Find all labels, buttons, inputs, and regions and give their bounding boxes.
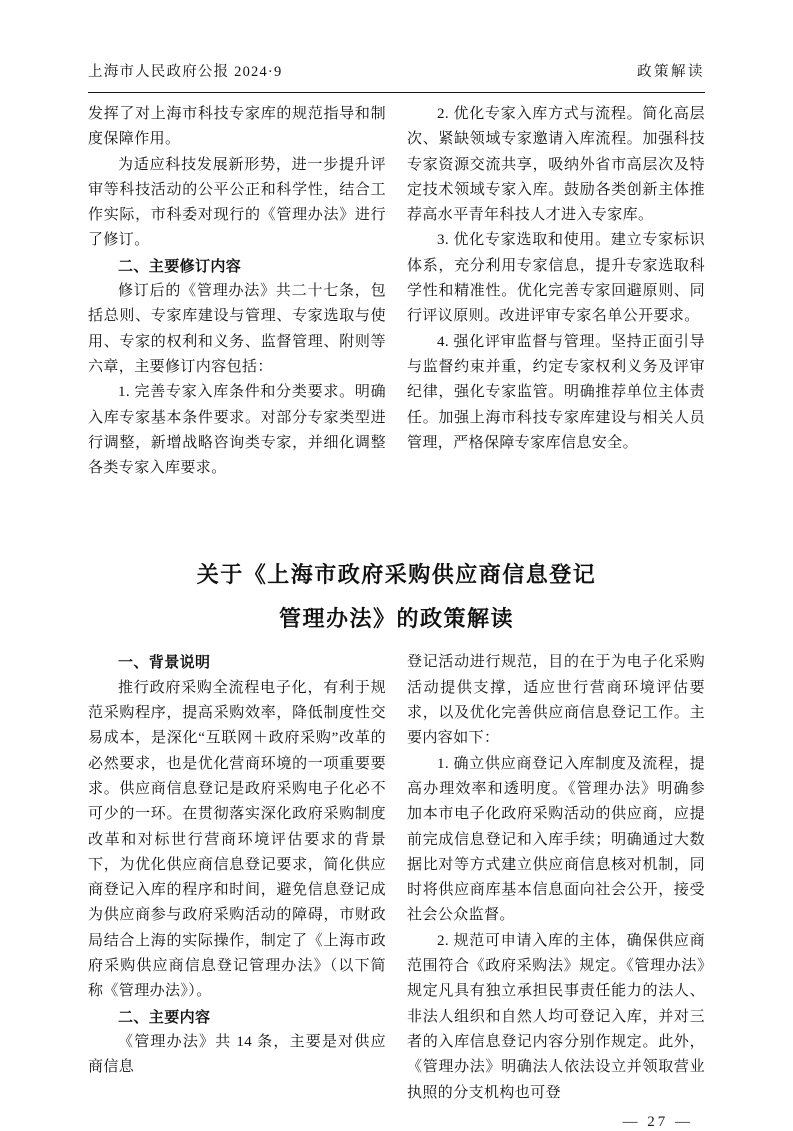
article-1-columns (88, 102, 705, 481)
paragraph: 1. 完善专家入库条件和分类要求。明确入库专家基本条件要求。对部分专家类型进行调整，新增战略咨询类专家，并细化调整各类专家入库要求。 (88, 384, 386, 477)
article-2-columns (88, 650, 705, 1105)
article-2-title-line-1: 关于《上海市政府采购供应商信息登记 (196, 562, 597, 588)
article-2-title-line-2: 管理办法》的政策解读 (278, 606, 514, 632)
article-2-right-column (407, 650, 705, 1105)
section-heading: 二、主要修订内容 (118, 257, 242, 275)
paragraph: 发挥了对上海市科技专家库的规范指导和制度保障作用。 (88, 106, 386, 148)
paragraph: 《管理办法》共 14 条，主要是对供应商信息 (88, 1033, 386, 1076)
paragraph: 1. 确立供应商登记入库制度及流程，提高办理效率和透明度。《管理办法》明确参加本市电子化政府采购活动的供应商，应提前完成信息登记和入库手续；明确通过大数据比对等方式建立供应商信息核对机制，同时将供应商库基本信息面向社会公开，接受社会公众监督。 (407, 755, 705, 924)
paragraph: 2. 规范可申请入库的主体，确保供应商范围符合《政府采购法》规定。《管理办法》规定凡具有独立承担民事责任能力的法人、非法人组织和自然人均可登记入库，并对三者的入库信息登记内容分别作规定。此外，《管理办法》明确法人依法设立并领取营业执照的分支机构也可登 (407, 932, 705, 1101)
paragraph: 4. 强化评审监督与管理。坚持正面引导与监督约束并重，约定专家权利义务及评审纪律，强化专家监管。明确推荐单位主体责任。加强上海市科技专家库建设与相关人员管理，严格保障专家库信息安全。 (407, 333, 705, 451)
paragraph: 为适应科技发展新形势，进一步提升评审等科技活动的公平公正和科学性，结合工作实际，市科委对现行的《管理办法》进行了修订。 (88, 156, 386, 249)
article-1-left-column (88, 102, 386, 481)
section-heading: 一、背景说明 (118, 654, 211, 672)
paragraph: 推行政府采购全流程电子化，有利于规范采购程序，提高采购效率，降低制度性交易成本，是深化“互联网＋政府采购”改革的必然要求，也是优化营商环境的一项重要要求。供应商信息登记是政府采购电子化必不可少的一环。在贯彻落实深化政府采购制度改革和对标世行营商环境评估要求的背景下，为优化供应商信息登记要求，简化供应商登记入库的程序和时间，避免信息登记成为供应商参与政府采购活动的障碍，市财政局结合上海的实际操作，制定了《上海市政府采购供应商信息登记管理办法》（以下简称《管理办法》）。 (88, 679, 386, 1000)
article-2-left-column (88, 650, 386, 1105)
paragraph: 2. 优化专家入库方式与流程。简化高层次、紧缺领域专家邀请入库流程。加强科技专家资源交流共享，吸纳外省市高层次及特定技术领域专家入库。鼓励各类创新主体推荐高水平青年科技人才进入专家库。 (407, 106, 705, 224)
article-2-title (88, 553, 705, 641)
section-heading: 二、主要内容 (118, 1008, 211, 1026)
page-header (88, 60, 705, 93)
article-1-right-column (407, 102, 705, 481)
gazette-title: 上海市人民政府公报 2024·9 (88, 64, 283, 80)
page-number: — 27 — (622, 1113, 693, 1130)
paragraph: 登记活动进行规范，目的在于为电子化采购活动提供支撑，适应世行营商环境评估要求，以及优化完善供应商信息登记工作。主要内容如下： (407, 654, 705, 747)
paragraph: 3. 优化专家选取和使用。建立专家标识体系，充分利用专家信息，提升专家选取科学性和精准性。优化完善专家回避原则、同行评议原则。改进评审专家名单公开要求。 (407, 232, 705, 325)
paragraph: 修订后的《管理办法》共二十七条，包括总则、专家库建设与管理、专家选取与使用、专家的权利和义务、监督管理、附则等六章，主要修订内容包括： (88, 283, 386, 375)
section-label: 政策解读 (637, 64, 705, 80)
